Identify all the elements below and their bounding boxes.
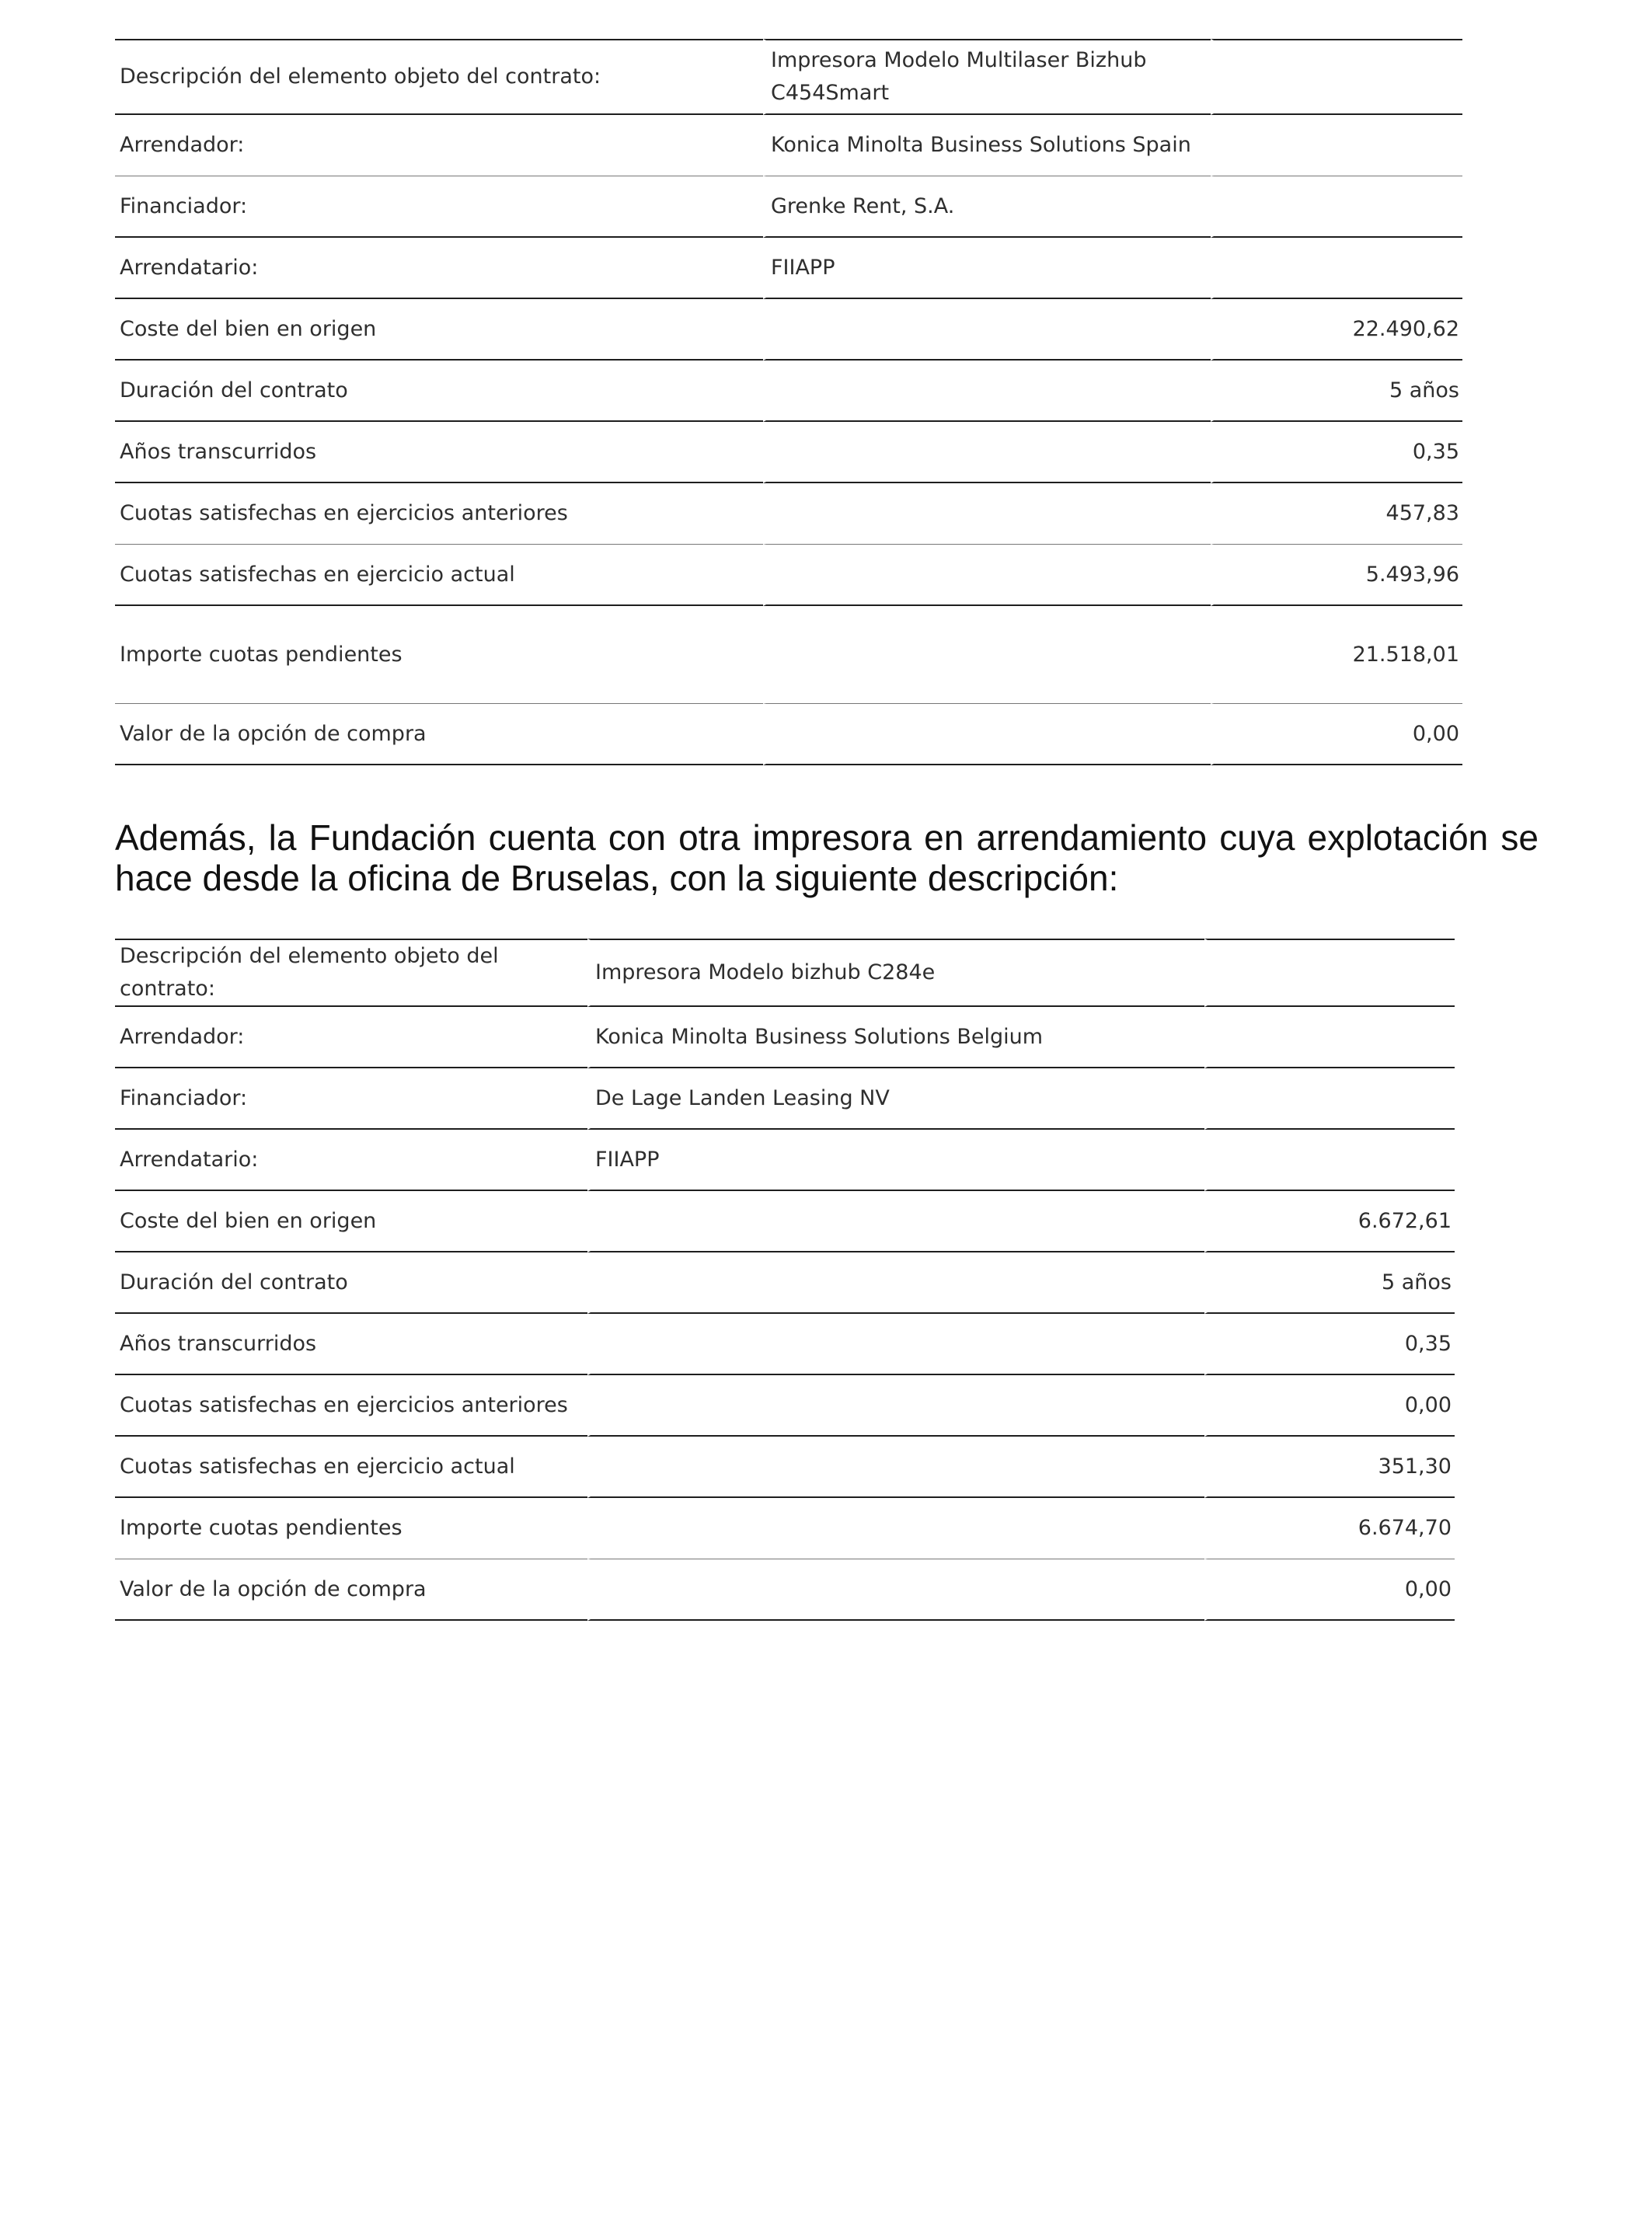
row-value (763, 299, 1211, 361)
table-row (115, 176, 1462, 238)
row-amount (1211, 238, 1462, 299)
row-value: Grenke Rent, S.A. (763, 176, 1211, 238)
row-amount (1211, 39, 1462, 115)
row-amount (1211, 176, 1462, 238)
row-label: Importe cuotas pendientes (115, 606, 763, 704)
row-amount (1204, 1068, 1455, 1130)
row-amount (1211, 115, 1462, 176)
row-label: Cuotas satisfechas en ejercicios anteriores (115, 1375, 587, 1437)
table-row (115, 299, 1462, 361)
row-amount: 22.490,62 (1211, 299, 1462, 361)
table-row (115, 1375, 1455, 1437)
row-value (763, 483, 1211, 545)
table-row (115, 1191, 1455, 1252)
row-amount (1204, 939, 1455, 1007)
row-value (587, 1498, 1204, 1559)
row-label: Coste del bien en origen (115, 299, 763, 361)
row-value: Konica Minolta Business Solutions Spain (763, 115, 1211, 176)
row-amount: 0,35 (1211, 422, 1462, 483)
row-label: Descripción del elemento objeto del contrato: (115, 39, 763, 115)
row-value (763, 422, 1211, 483)
row-value (763, 606, 1211, 704)
row-amount: 5 años (1204, 1252, 1455, 1314)
row-amount: 351,30 (1204, 1437, 1455, 1498)
row-label: Financiador: (115, 1068, 587, 1130)
row-value (587, 1314, 1204, 1375)
row-value (763, 704, 1211, 765)
table-row (115, 1007, 1455, 1068)
row-amount: 21.518,01 (1211, 606, 1462, 704)
table-row (115, 1068, 1455, 1130)
row-amount: 6.674,70 (1204, 1498, 1455, 1559)
row-value: De Lage Landen Leasing NV (587, 1068, 1204, 1130)
table-row (115, 483, 1462, 545)
row-value (763, 361, 1211, 422)
row-label: Arrendatario: (115, 1130, 587, 1191)
row-label: Años transcurridos (115, 1314, 587, 1375)
row-amount: 457,83 (1211, 483, 1462, 545)
table-row (115, 361, 1462, 422)
table-row (115, 939, 1455, 1007)
row-label: Cuotas satisfechas en ejercicios anteriores (115, 483, 763, 545)
lease-table-belgium (115, 939, 1455, 1621)
row-amount (1204, 1130, 1455, 1191)
row-label: Valor de la opción de compra (115, 1559, 587, 1621)
table-row (115, 238, 1462, 299)
table-row (115, 39, 1462, 115)
row-amount: 0,35 (1204, 1314, 1455, 1375)
table-row (115, 606, 1462, 704)
row-value: Impresora Modelo bizhub C284e (587, 939, 1204, 1007)
table-row (115, 1498, 1455, 1559)
row-amount: 0,00 (1211, 704, 1462, 765)
table-row (115, 1130, 1455, 1191)
lease-table-spain (115, 39, 1462, 765)
table-row (115, 704, 1462, 765)
row-label: Arrendador: (115, 115, 763, 176)
table-row (115, 1252, 1455, 1314)
table-row (115, 422, 1462, 483)
row-value (763, 545, 1211, 606)
row-label: Arrendatario: (115, 238, 763, 299)
row-value (587, 1437, 1204, 1498)
row-label: Coste del bien en origen (115, 1191, 587, 1252)
row-amount: 5.493,96 (1211, 545, 1462, 606)
table-row (115, 545, 1462, 606)
row-amount: 6.672,61 (1204, 1191, 1455, 1252)
row-label: Valor de la opción de compra (115, 704, 763, 765)
row-amount: 5 años (1211, 361, 1462, 422)
row-value (587, 1191, 1204, 1252)
row-value: FIIAPP (587, 1130, 1204, 1191)
row-value (587, 1559, 1204, 1621)
row-label: Duración del contrato (115, 361, 763, 422)
row-label: Arrendador: (115, 1007, 587, 1068)
table-row (115, 1314, 1455, 1375)
row-label: Importe cuotas pendientes (115, 1498, 587, 1559)
row-value: FIIAPP (763, 238, 1211, 299)
table-row (115, 1437, 1455, 1498)
table-row (115, 1559, 1455, 1621)
row-value: Konica Minolta Business Solutions Belgium (587, 1007, 1204, 1068)
row-label: Descripción del elemento objeto del contrato: (115, 939, 587, 1007)
row-label: Cuotas satisfechas en ejercicio actual (115, 1437, 587, 1498)
row-label: Años transcurridos (115, 422, 763, 483)
row-label: Cuotas satisfechas en ejercicio actual (115, 545, 763, 606)
row-label: Financiador: (115, 176, 763, 238)
row-amount: 0,00 (1204, 1375, 1455, 1437)
body-paragraph: Además, la Fundación cuenta con otra impresora en arrendamiento cuya explotación se hace desde la oficina de Bruselas, con la siguiente descripción: (115, 817, 1539, 898)
row-value (587, 1252, 1204, 1314)
row-value: Impresora Modelo Multilaser Bizhub C454Smart (763, 39, 1211, 115)
table-row (115, 115, 1462, 176)
row-amount (1204, 1007, 1455, 1068)
row-amount: 0,00 (1204, 1559, 1455, 1621)
row-value (587, 1375, 1204, 1437)
row-label: Duración del contrato (115, 1252, 587, 1314)
